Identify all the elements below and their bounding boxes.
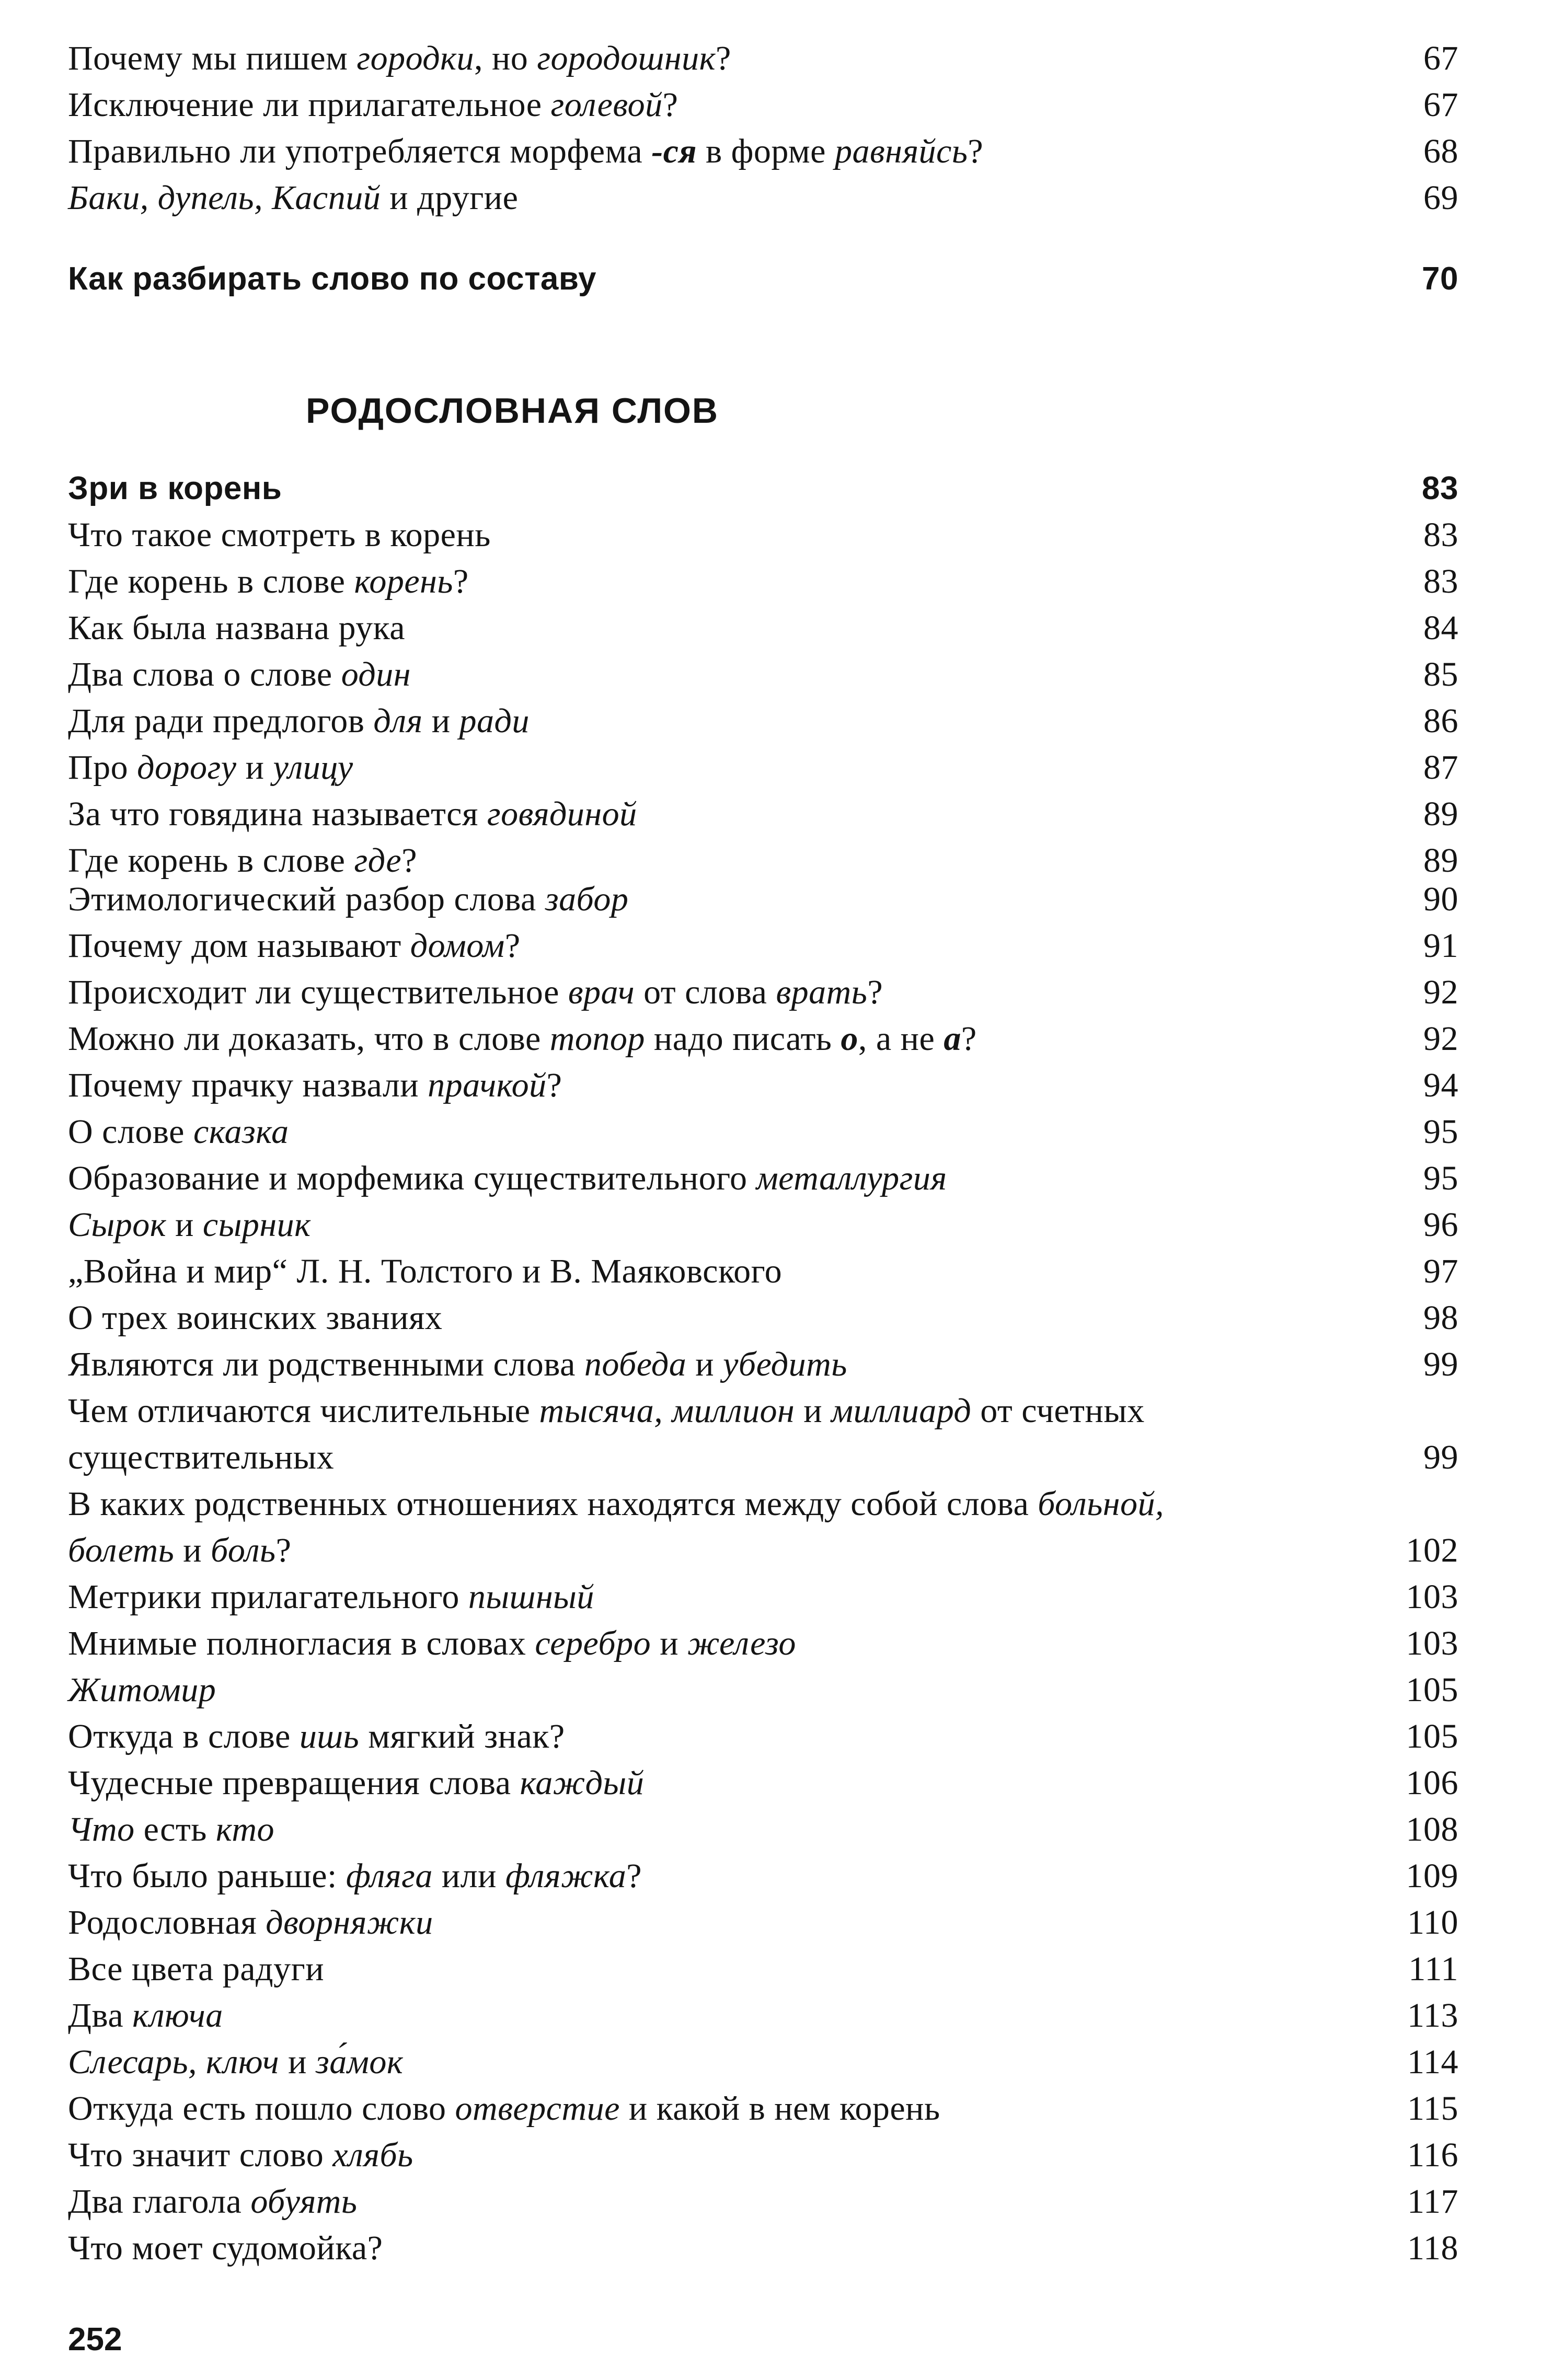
toc-entry-line2 <box>68 1527 1458 1574</box>
toc-entry-page: 98 <box>1423 1299 1458 1337</box>
toc-entry-page: 91 <box>1423 927 1458 965</box>
toc-entry-title: Что моет судомойка? <box>68 2229 383 2267</box>
toc-entry-title: Что такое смотреть в корень <box>68 516 491 554</box>
toc-entry <box>68 35 1458 82</box>
toc-entry-title: Про дорогу и улицу <box>68 748 353 787</box>
toc-entry <box>68 558 1458 605</box>
toc-entry-title: Почему прачку назвали прачкой? <box>68 1066 562 1104</box>
toc-entry-page: 83 <box>1423 516 1458 554</box>
toc-entry-page: 109 <box>1406 1857 1458 1895</box>
toc-entry-page: 94 <box>1423 1066 1458 1104</box>
toc-entry-title: Баки, дупель, Каспий и другие <box>68 179 519 217</box>
toc-entry-page: 84 <box>1423 609 1458 647</box>
toc-entry <box>68 1155 1458 1201</box>
toc-entry-page: 83 <box>1423 562 1458 600</box>
toc-entry <box>68 2178 1458 2225</box>
toc-entry-title: Образование и морфемика существительного металлургия <box>68 1159 947 1197</box>
toc-entry <box>68 82 1458 128</box>
toc-entry-page: 99 <box>1423 1345 1458 1383</box>
toc-entry-line1 <box>68 1481 1458 1527</box>
toc-entry-page: 67 <box>1423 86 1458 124</box>
toc-entry <box>68 969 1458 1015</box>
toc-entry-title: О слове сказка <box>68 1113 289 1151</box>
toc-entry-title: Этимологический разбор слова забор <box>68 880 629 918</box>
toc-entry-title: Слесарь, ключ и за́мок <box>68 2043 404 2081</box>
toc-entry-title: Два слова о слове один <box>68 655 411 694</box>
section-title: РОДОСЛОВНАЯ СЛОВ <box>306 391 719 431</box>
toc-entry-title: Все цвета радуги <box>68 1950 325 1988</box>
toc-entry-page: 96 <box>1423 1206 1458 1244</box>
toc-entry <box>68 1201 1458 1248</box>
toc-entry-title: Зри в корень <box>68 470 282 506</box>
toc-entry-page: 116 <box>1407 2136 1458 2174</box>
toc-entry-title: Мнимые полногласия в словах серебро и железо <box>68 1624 796 1662</box>
toc-entry-page: 85 <box>1423 655 1458 694</box>
toc-entry-title: Что было раньше: фляга или фляжка? <box>68 1857 642 1895</box>
toc-entry-page: 83 <box>1422 470 1458 506</box>
toc-entry-title: Как разбирать слово по составу <box>68 261 596 297</box>
toc-entry-page: 117 <box>1407 2182 1458 2221</box>
toc-entry-page: 102 <box>1406 1531 1458 1569</box>
toc-entry-title: Откуда есть пошло слово отверстие и какой в нем корень <box>68 2089 940 2128</box>
toc-entry <box>68 922 1458 969</box>
toc-entry-title: Почему дом называют домом? <box>68 927 521 965</box>
toc-entry-title: Метрики прилагательного пышный <box>68 1578 594 1616</box>
toc-entry <box>68 2132 1458 2178</box>
toc-entry <box>68 128 1458 175</box>
toc-entry-page: 89 <box>1423 795 1458 833</box>
toc-entry <box>68 2039 1458 2085</box>
toc-entry-page: 113 <box>1407 1996 1458 2035</box>
toc-entry-title-cont: болеть и боль? <box>68 1531 292 1569</box>
toc-entry-title: Где корень в слове корень? <box>68 562 469 600</box>
toc-entry-page: 92 <box>1423 1020 1458 1058</box>
toc-entry-title: Как была названа рука <box>68 609 406 647</box>
toc-entry <box>68 1620 1458 1667</box>
toc-entry-title: Являются ли родственными слова победа и убедить <box>68 1345 847 1383</box>
toc-entry <box>68 1248 1458 1295</box>
toc-entry <box>68 1574 1458 1620</box>
toc-page <box>68 0 1458 2380</box>
page-number: 252 <box>68 2321 122 2358</box>
toc-entry-title: Исключение ли прилагательное голевой? <box>68 86 678 124</box>
toc-entry-page: 87 <box>1423 748 1458 787</box>
toc-entry-title: Два глагола обуять <box>68 2182 358 2221</box>
toc-entry-page: 92 <box>1423 973 1458 1011</box>
toc-entry-page: 103 <box>1406 1624 1458 1662</box>
toc-entry <box>68 2085 1458 2132</box>
toc-entry <box>68 1108 1458 1155</box>
toc-entry <box>68 791 1458 837</box>
toc-entry <box>68 1992 1458 2039</box>
toc-entry-title: Что значит слово хлябь <box>68 2136 413 2174</box>
toc-entry-title: Можно ли доказать, что в слове топор надо писать о, а не а? <box>68 1020 977 1058</box>
toc-entry-title: Житомир <box>68 1671 216 1709</box>
toc-entry-page: 106 <box>1406 1764 1458 1802</box>
toc-entry <box>68 1062 1458 1108</box>
toc-entry <box>68 2225 1458 2271</box>
toc-entry-page: 95 <box>1423 1159 1458 1197</box>
toc-entry-title: О трех воинских званиях <box>68 1299 443 1337</box>
toc-entry <box>68 1015 1458 1062</box>
toc-entry <box>68 1899 1458 1946</box>
toc-entry-title: „Война и мир“ Л. Н. Толстого и В. Маяковского <box>68 1252 783 1290</box>
toc-entry-parsing <box>68 256 1458 302</box>
toc-entry-page: 111 <box>1408 1950 1458 1988</box>
toc-entry-page: 68 <box>1423 132 1458 170</box>
toc-entry-title: Родословная дворняжки <box>68 1903 433 1942</box>
toc-entry <box>68 1760 1458 1806</box>
toc-entry <box>68 512 1458 558</box>
toc-entry-page: 115 <box>1407 2089 1458 2128</box>
toc-entry-title: Правильно ли употребляется морфема -ся в форме равняйсь? <box>68 132 984 170</box>
toc-entry-page: 103 <box>1406 1578 1458 1616</box>
toc-entry <box>68 1806 1458 1853</box>
toc-entry-title: Два ключа <box>68 1996 223 2035</box>
toc-entry <box>68 605 1458 651</box>
toc-entry <box>68 1341 1458 1388</box>
toc-entry <box>68 1667 1458 1713</box>
toc-entry-title: Что есть кто <box>68 1810 274 1848</box>
toc-entry-page: 67 <box>1423 39 1458 77</box>
toc-entry-title: Откуда в слове ишь мягкий знак? <box>68 1717 565 1755</box>
toc-entry <box>68 698 1458 744</box>
toc-entry-page: 114 <box>1407 2043 1458 2081</box>
toc-entry-page: 95 <box>1423 1113 1458 1151</box>
toc-entry <box>68 1295 1458 1341</box>
toc-entry-page: 108 <box>1406 1810 1458 1848</box>
toc-entry-title: Для ради предлогов для и ради <box>68 702 530 740</box>
toc-entry-line1 <box>68 1388 1458 1434</box>
toc-entry <box>68 744 1458 791</box>
toc-entry-page: 69 <box>1423 179 1458 217</box>
toc-entry-page: 105 <box>1406 1717 1458 1755</box>
toc-entry-title: Где корень в слове где? <box>68 841 418 880</box>
toc-entry-title: Чудесные превращения слова каждый <box>68 1764 645 1802</box>
toc-entry-page: 110 <box>1407 1903 1458 1942</box>
toc-entry-page: 89 <box>1423 841 1458 880</box>
toc-entry <box>68 651 1458 698</box>
toc-entry-page: 70 <box>1422 261 1458 297</box>
toc-entry-page: 99 <box>1423 1438 1458 1476</box>
toc-entry-title: Чем отличаются числительные тысяча, миллион и миллиард от счетных <box>68 1392 1145 1430</box>
toc-entry-title: Сырок и сырник <box>68 1206 311 1244</box>
toc-entry <box>68 175 1458 221</box>
toc-entry-title: В каких родственных отношениях находятся между собой слова больной, <box>68 1485 1164 1523</box>
toc-entry-title-cont: существительных <box>68 1438 335 1476</box>
toc-entry-title: Почему мы пишем городки, но городошник? <box>68 39 731 77</box>
toc-entry-line2 <box>68 1434 1458 1481</box>
toc-entry-page: 97 <box>1423 1252 1458 1290</box>
toc-entry-page: 90 <box>1423 880 1458 918</box>
toc-entry <box>68 1946 1458 1992</box>
toc-entry-title: За что говядина называется говядиной <box>68 795 637 833</box>
toc-entry-page: 105 <box>1406 1671 1458 1709</box>
toc-entry-page: 86 <box>1423 702 1458 740</box>
toc-entry-page: 118 <box>1407 2229 1458 2267</box>
toc-entry-title: Происходит ли существительное врач от слова врать? <box>68 973 883 1011</box>
toc-entry <box>68 465 1458 512</box>
toc-entry <box>68 1713 1458 1760</box>
toc-entry <box>68 1853 1458 1899</box>
toc-entry <box>68 876 1458 922</box>
